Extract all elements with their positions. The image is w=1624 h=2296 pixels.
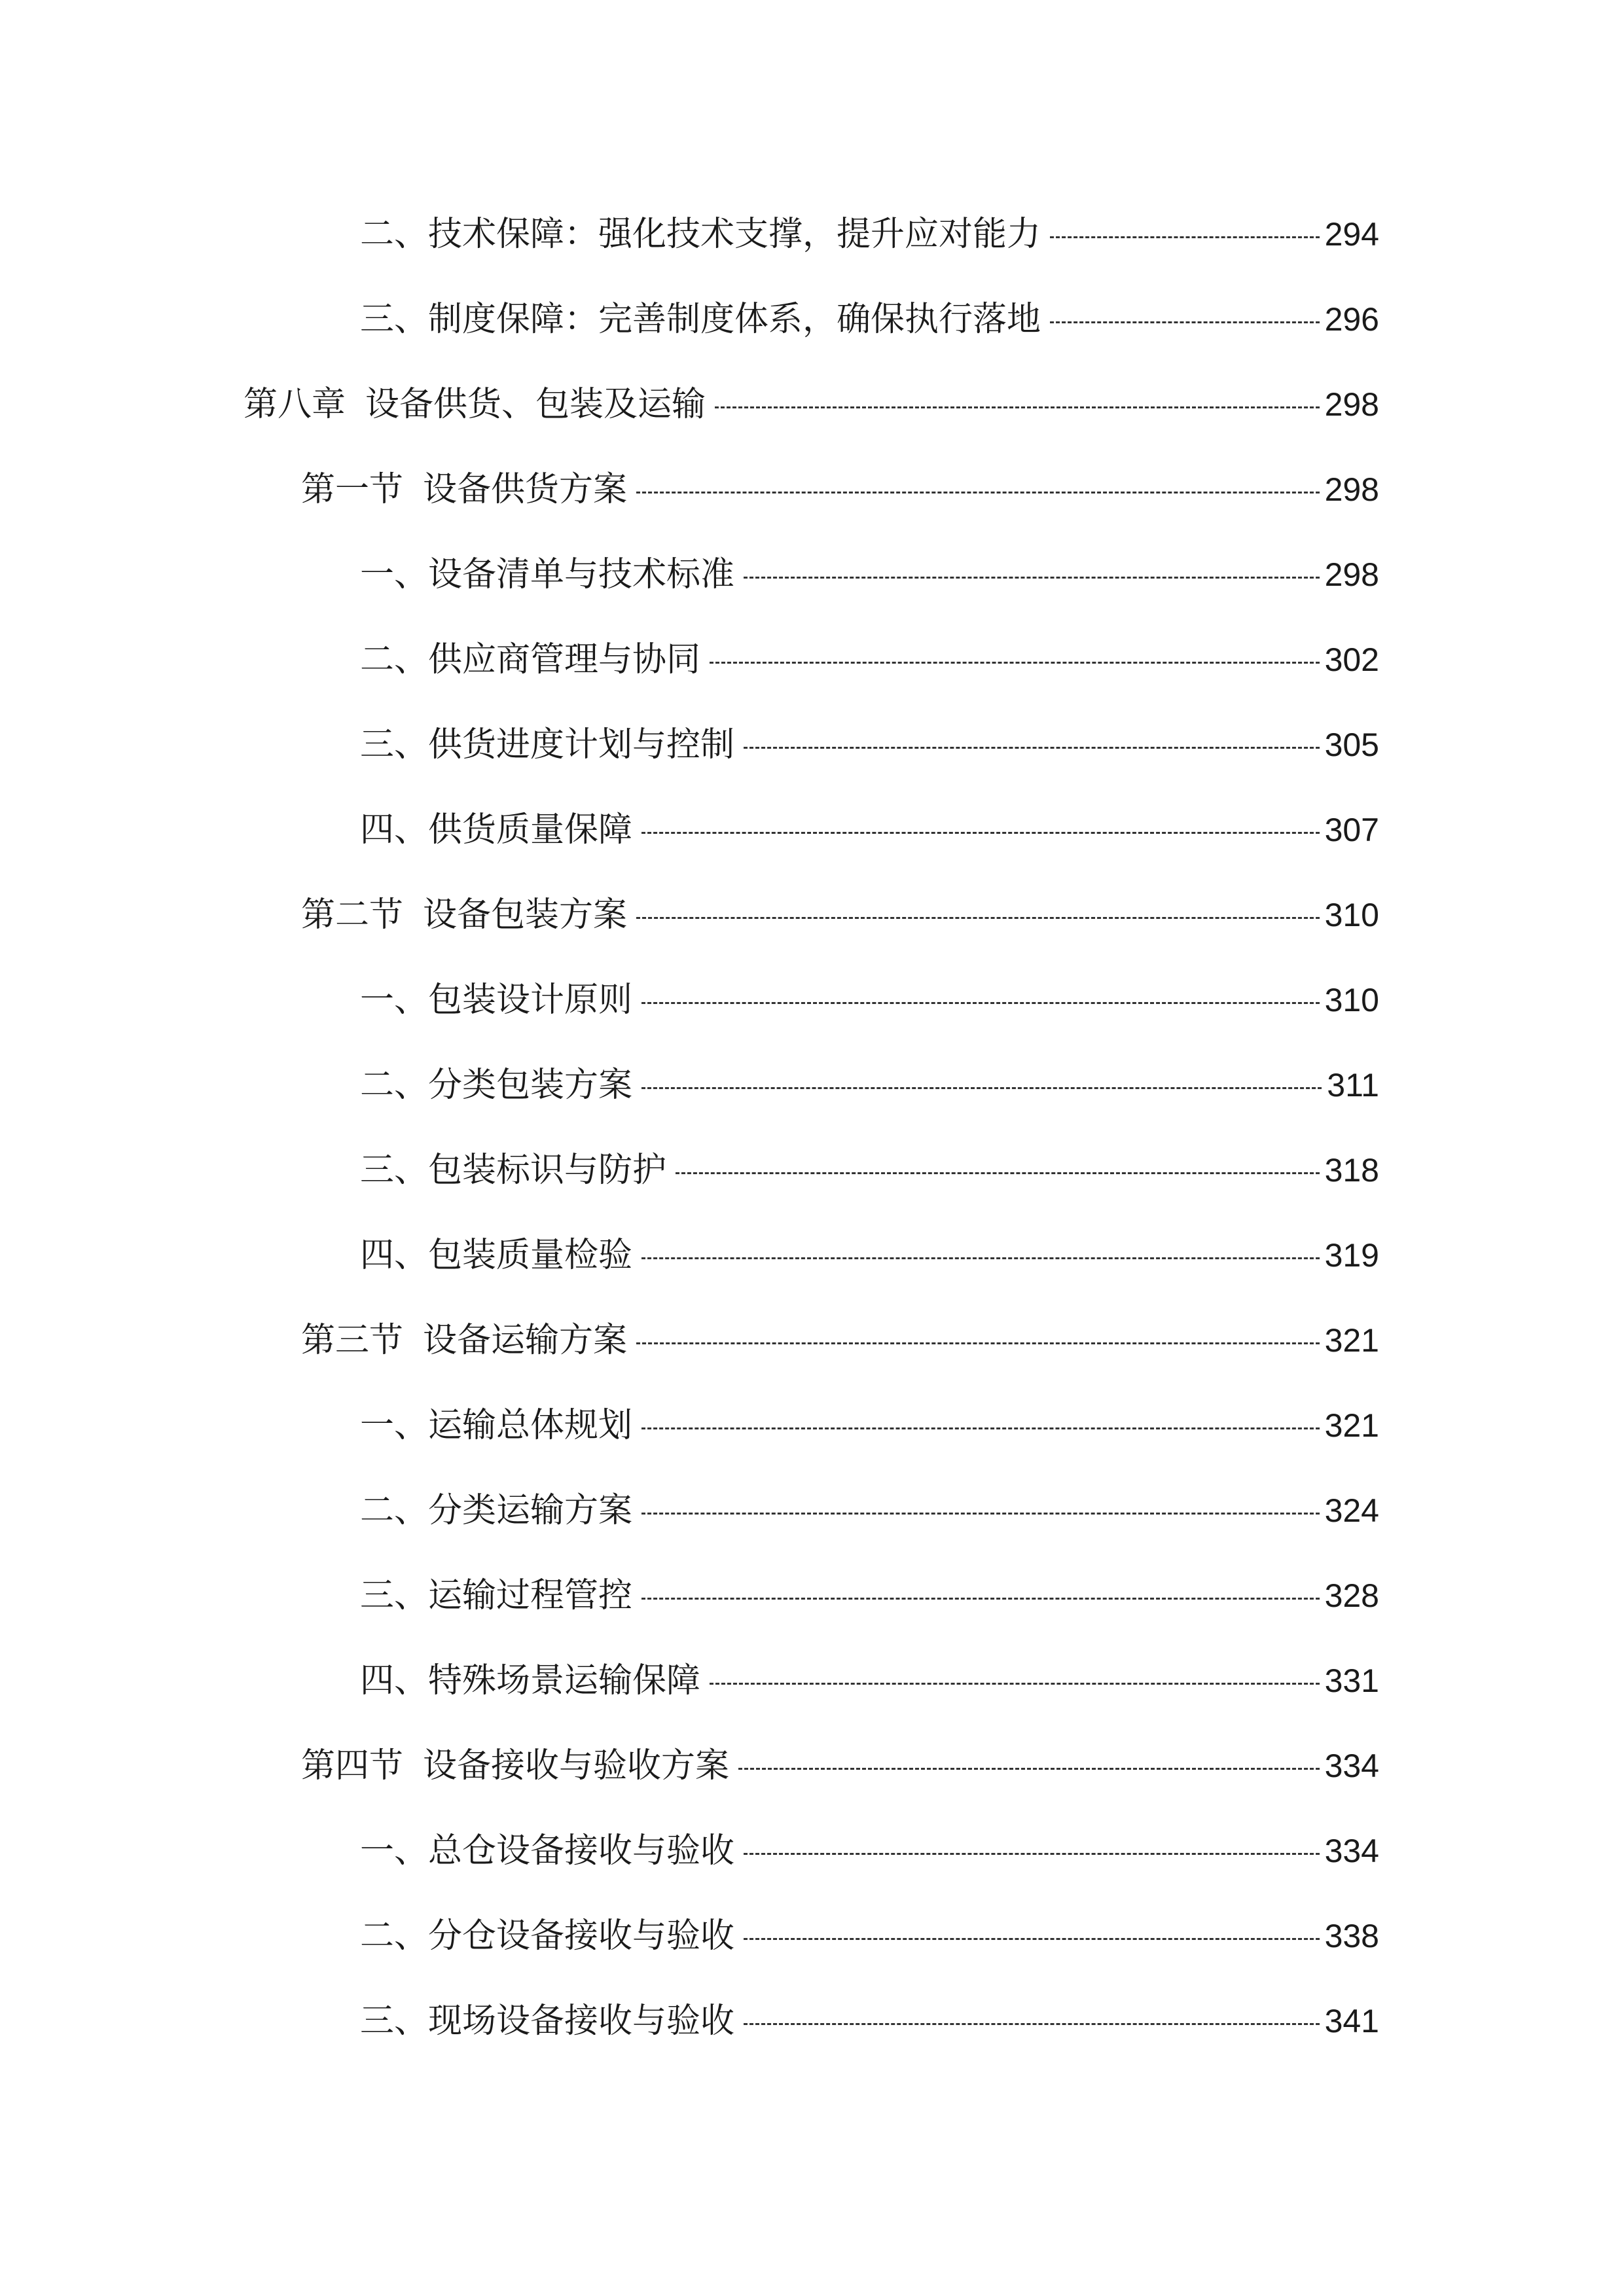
toc-entry-text: 分仓设备接收与验收 [428, 1916, 735, 1956]
toc-entry-text: 设备供货方案 [423, 470, 628, 509]
toc-entry-number: 第八章 [244, 385, 346, 424]
toc-entry-item[interactable] [360, 1825, 1379, 1877]
toc-entry-item[interactable] [360, 1399, 1379, 1452]
toc-entry-title [360, 1570, 632, 1622]
toc-entry-item[interactable] [360, 1655, 1379, 1707]
toc-entry-title [244, 378, 706, 431]
toc-entry-number: 四、 [360, 1236, 429, 1275]
toc-entry-text: 制度保障：完善制度体系，确保执行落地 [428, 300, 1041, 339]
toc-entry-number: 二、 [360, 640, 429, 679]
toc-entry-number: 第二节 [301, 895, 404, 935]
toc-entry-number: 三、 [360, 725, 429, 764]
dot-leader [744, 2023, 1320, 2025]
toc-page-number: 305 [1324, 726, 1379, 763]
toc-page-number: 298 [1324, 471, 1379, 508]
toc-entry-text: 总仓设备接收与验收 [428, 1831, 735, 1871]
toc-entry-title [360, 974, 632, 1026]
toc-page-number: 310 [1324, 982, 1379, 1018]
toc-entry-title [301, 463, 627, 516]
toc-entry-section[interactable] [301, 463, 1379, 516]
dot-leader [641, 1427, 1320, 1429]
toc-entry-title [360, 1059, 632, 1111]
toc-entry-number: 二、 [360, 1491, 429, 1530]
toc-page-number: 334 [1324, 1833, 1379, 1869]
toc-page-number: 321 [1324, 1322, 1379, 1359]
dot-leader [710, 662, 1320, 664]
dot-leader [744, 747, 1320, 749]
toc-entry-text: 供应商管理与协同 [428, 640, 701, 679]
toc-entry-item[interactable] [360, 293, 1379, 346]
toc-page-number: 310 [1324, 897, 1379, 933]
toc-entry-title [360, 1399, 632, 1452]
toc-entry-section[interactable] [301, 1740, 1379, 1792]
dot-leader [744, 1938, 1320, 1940]
dot-leader [636, 917, 1320, 919]
toc-entry-item[interactable] [360, 548, 1379, 601]
toc-page-number: 324 [1324, 1492, 1379, 1529]
toc-entry-number: 三、 [360, 1151, 429, 1190]
dot-leader [641, 1002, 1320, 1004]
toc-entry-item[interactable] [360, 634, 1379, 686]
toc-page-number: 321 [1324, 1407, 1379, 1444]
toc-entry-text: 设备接收与验收方案 [423, 1746, 730, 1785]
toc-entry-text: 设备运输方案 [423, 1321, 628, 1360]
dot-leader [641, 1513, 1320, 1515]
toc-entry-text: 供货质量保障 [428, 810, 633, 850]
toc-entry-text: 设备清单与技术标准 [428, 555, 735, 594]
toc-entry-number: 三、 [360, 1576, 429, 1615]
toc-entry-title [360, 208, 1041, 260]
toc-entry-number: 二、 [360, 1066, 429, 1105]
toc-entry-text: 技术保障：强化技术支撑，提升应对能力 [428, 215, 1041, 254]
toc-entry-text: 特殊场景运输保障 [428, 1661, 701, 1700]
toc-page-number: 338 [1324, 1918, 1379, 1954]
toc-page-number: 341 [1324, 2003, 1379, 2039]
dot-leader [641, 1257, 1320, 1259]
dot-leader [641, 1087, 1322, 1089]
toc-entry-number: 第一节 [301, 470, 404, 509]
toc-page-number: 307 [1324, 812, 1379, 848]
toc-page-number: 331 [1324, 1662, 1379, 1699]
toc-entry-chapter[interactable] [244, 378, 1379, 431]
toc-page-number: 311 [1327, 1067, 1379, 1103]
toc-entry-title [301, 1314, 627, 1367]
toc-entry-number: 二、 [360, 215, 429, 254]
toc-entry-number: 三、 [360, 300, 429, 339]
toc-entry-text: 包装设计原则 [428, 980, 633, 1020]
toc-page-number: 298 [1324, 386, 1379, 423]
toc-entry-number: 第三节 [301, 1321, 404, 1360]
toc-entry-item[interactable] [360, 974, 1379, 1026]
toc-entry-text: 包装标识与防护 [428, 1151, 667, 1190]
toc-entry-title [360, 1229, 632, 1282]
toc-entry-item[interactable] [360, 1059, 1379, 1111]
toc-entry-number: 第四节 [301, 1746, 404, 1785]
toc-entry-number: 四、 [360, 810, 429, 850]
toc-entry-text: 包装质量检验 [428, 1236, 633, 1275]
toc-page-number: 298 [1324, 556, 1379, 593]
toc-entry-title [360, 1484, 632, 1537]
toc-entry-item[interactable] [360, 1144, 1379, 1196]
toc-entry-item[interactable] [360, 719, 1379, 771]
dot-leader [710, 1683, 1320, 1685]
toc-entry-title [301, 889, 627, 941]
dot-leader [676, 1172, 1320, 1174]
toc-page-number: 328 [1324, 1577, 1379, 1614]
toc-entry-item[interactable] [360, 804, 1379, 856]
dot-leader [744, 1853, 1320, 1855]
toc-entry-text: 设备包装方案 [423, 895, 628, 935]
toc-page-number: 296 [1324, 301, 1379, 338]
toc-entry-number: 三、 [360, 2001, 429, 2041]
toc-page-number: 334 [1324, 1748, 1379, 1784]
toc-entry-text: 运输过程管控 [428, 1576, 633, 1615]
toc-entry-item[interactable] [360, 1229, 1379, 1282]
toc-entry-number: 一、 [360, 1831, 429, 1871]
toc-entry-item[interactable] [360, 1484, 1379, 1537]
dot-leader [636, 1342, 1320, 1344]
dot-leader [1050, 321, 1320, 323]
toc-entry-number: 二、 [360, 1916, 429, 1956]
toc-entry-section[interactable] [301, 1314, 1379, 1367]
toc-entry-title [360, 1144, 666, 1196]
toc-entry-number: 一、 [360, 980, 429, 1020]
toc-entry-title [360, 719, 734, 771]
toc-entry-item[interactable] [360, 208, 1379, 260]
toc-page-number: 319 [1324, 1237, 1379, 1274]
dot-leader [738, 1768, 1320, 1770]
toc-entry-title [360, 1995, 734, 2047]
toc-page-number: 294 [1324, 216, 1379, 253]
toc-entry-title [360, 548, 734, 601]
dot-leader [641, 832, 1320, 834]
dot-leader [641, 1598, 1320, 1600]
toc-entry-title [360, 634, 700, 686]
toc-entry-title [360, 293, 1041, 346]
toc-entry-text: 设备供货、包装及运输 [365, 385, 706, 424]
toc-entry-title [360, 1655, 700, 1707]
toc-entry-text: 运输总体规划 [428, 1406, 633, 1445]
dot-leader [1050, 236, 1320, 238]
toc-page-number: 302 [1324, 641, 1379, 678]
toc-entry-text: 分类运输方案 [428, 1491, 633, 1530]
toc-entry-number: 一、 [360, 1406, 429, 1445]
toc-entry-item[interactable] [360, 1570, 1379, 1622]
toc-entry-text: 分类包装方案 [428, 1066, 633, 1105]
dot-leader [744, 577, 1320, 579]
toc-entry-number: 四、 [360, 1661, 429, 1700]
toc-entry-text: 供货进度计划与控制 [428, 725, 735, 764]
toc-entry-section[interactable] [301, 889, 1379, 941]
toc-entry-title [301, 1740, 729, 1792]
toc-entry-item[interactable] [360, 1995, 1379, 2047]
toc-entry-title [360, 1910, 734, 1962]
toc-entry-title [360, 804, 632, 856]
toc-entry-number: 一、 [360, 555, 429, 594]
dot-leader [715, 406, 1320, 408]
toc-page-number: 318 [1324, 1152, 1379, 1189]
toc-entry-item[interactable] [360, 1910, 1379, 1962]
toc-entry-text: 现场设备接收与验收 [428, 2001, 735, 2041]
toc-entry-title [360, 1825, 734, 1877]
dot-leader [636, 492, 1320, 493]
